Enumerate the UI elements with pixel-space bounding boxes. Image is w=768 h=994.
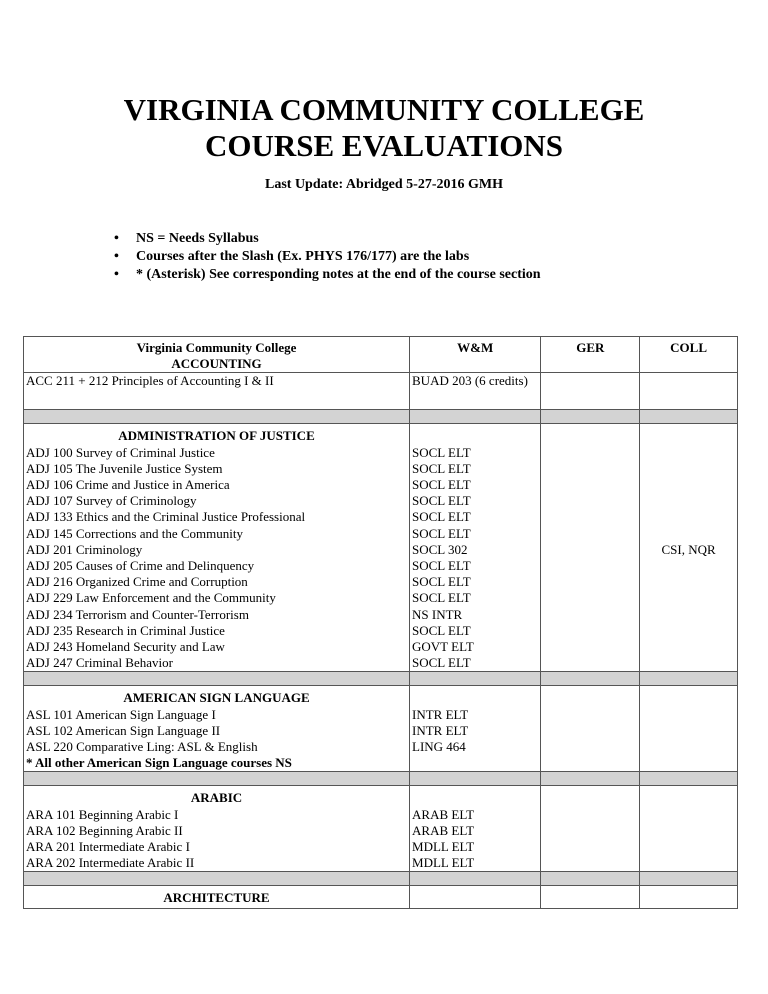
ger-cell — [541, 373, 640, 410]
wm-equivalent: INTR ELT — [412, 706, 469, 722]
section-divider-row — [24, 872, 738, 886]
wm-equivalent: GOVT ELT — [412, 639, 474, 655]
course-item: ADJ 107 Survey of Criminology — [26, 493, 197, 509]
table-row — [24, 786, 738, 872]
course-item: ADJ 105 The Juvenile Justice System — [26, 460, 223, 476]
course-item: ADJ 100 Survey of Criminal Justice — [26, 444, 215, 460]
wm-list-cell — [410, 424, 541, 672]
section-heading-accounting: ACCOUNTING — [171, 356, 262, 372]
course-cell: ACC 211 + 212 Principles of Accounting I & II — [24, 373, 410, 410]
course-item: ADJ 216 Organized Crime and Corruption — [26, 574, 248, 590]
coll-cell — [640, 686, 738, 772]
legend-item: • * (Asterisk) See corresponding notes at the end of the course section — [114, 266, 541, 284]
table-row — [24, 686, 738, 772]
wm-list-cell — [410, 786, 541, 872]
wm-equivalent: SOCL ELT — [412, 509, 471, 525]
course-list-cell — [24, 686, 410, 772]
ger-cell — [541, 686, 640, 772]
wm-equivalent: SOCL ELT — [412, 444, 471, 460]
section-divider-row — [24, 672, 738, 686]
legend-item: • Courses after the Slash (Ex. PHYS 176/177) are the labs — [114, 248, 541, 266]
wm-equivalent: MDLL ELT — [412, 855, 475, 871]
ger-column-header: GER — [541, 337, 640, 373]
ger-cell — [541, 786, 640, 872]
section-heading-architecture: ARCHITECTURE — [163, 890, 270, 906]
course-evaluation-table — [23, 336, 738, 909]
section-divider-row — [24, 772, 738, 786]
vcc-column-header: Virginia Community College — [136, 340, 297, 355]
course-item: ASL 101 American Sign Language I — [26, 706, 216, 722]
table-row — [24, 337, 738, 373]
wm-list-cell — [410, 686, 541, 772]
coll-list-cell — [640, 424, 738, 672]
course-item: ADJ 235 Research in Criminal Justice — [26, 622, 225, 638]
wm-equivalent: SOCL ELT — [412, 493, 471, 509]
last-update: Last Update: Abridged 5-27-2016 GMH — [265, 177, 503, 192]
wm-equivalent: LING 464 — [412, 739, 466, 755]
course-item: ADJ 201 Criminology — [26, 541, 143, 557]
wm-equivalent: SOCL ELT — [412, 558, 471, 574]
wm-equivalent: SOCL ELT — [412, 574, 471, 590]
course-item: ADJ 106 Crime and Justice in America — [26, 477, 230, 493]
course-item: ADJ 133 Ethics and the Criminal Justice Professional — [26, 509, 306, 525]
wm-column-header: W&M — [410, 337, 541, 373]
course-item: ARA 201 Intermediate Arabic I — [26, 839, 190, 855]
wm-equivalent: SOCL 302 — [412, 541, 468, 557]
table-row — [24, 886, 738, 909]
coll-designation: CSI, NQR — [661, 541, 716, 557]
wm-equivalent: SOCL ELT — [412, 525, 471, 541]
course-item: ADJ 145 Corrections and the Community — [26, 525, 244, 541]
course-item: ARA 202 Intermediate Arabic II — [26, 855, 195, 871]
course-item: ADJ 247 Criminal Behavior — [26, 655, 173, 671]
legend-item: • NS = Needs Syllabus — [114, 230, 541, 248]
coll-cell — [640, 886, 738, 909]
wm-equivalent: NS INTR — [412, 606, 463, 622]
legend-list — [114, 230, 541, 284]
table-row — [24, 373, 738, 410]
wm-equivalent: SOCL ELT — [412, 477, 471, 493]
course-list-cell — [24, 786, 410, 872]
section-heading-asl: AMERICAN SIGN LANGUAGE — [123, 690, 310, 706]
course-list-cell — [24, 886, 410, 909]
wm-equivalent: ARAB ELT — [412, 806, 475, 822]
course-item: ARA 101 Beginning Arabic I — [26, 806, 179, 822]
wm-equivalent: SOCL ELT — [412, 590, 471, 606]
document-title-line-1: VIRGINIA COMMUNITY COLLEGE — [123, 92, 645, 127]
coll-cell — [640, 373, 738, 410]
wm-equivalent: INTR ELT — [412, 722, 469, 738]
table-row — [24, 424, 738, 672]
coll-cell — [640, 786, 738, 872]
wm-equivalent: MDLL ELT — [412, 839, 475, 855]
course-list-cell — [24, 424, 410, 672]
course-item: ARA 102 Beginning Arabic II — [26, 822, 183, 838]
ger-cell — [541, 886, 640, 909]
wm-equivalent: SOCL ELT — [412, 460, 471, 476]
wm-equivalent: SOCL ELT — [412, 655, 471, 671]
course-item: ADJ 205 Causes of Crime and Delinquency — [26, 558, 255, 574]
vcc-header-cell — [24, 337, 410, 373]
wm-cell — [410, 886, 541, 909]
course-item: ADJ 229 Law Enforcement and the Community — [26, 590, 276, 606]
wm-cell: BUAD 203 (6 credits) — [410, 373, 541, 410]
section-heading-arabic: ARABIC — [190, 790, 243, 806]
section-divider-row — [24, 410, 738, 424]
document-title-line-2: COURSE EVALUATIONS — [204, 128, 564, 163]
section-heading-adj: ADMINISTRATION OF JUSTICE — [118, 428, 315, 444]
course-item: ASL 220 Comparative Ling: ASL & English — [26, 739, 258, 755]
wm-equivalent: SOCL ELT — [412, 622, 471, 638]
wm-equivalent: ARAB ELT — [412, 822, 475, 838]
course-item: ADJ 243 Homeland Security and Law — [26, 639, 225, 655]
section-note: * All other American Sign Language courses NS — [26, 755, 292, 771]
course-item: ADJ 234 Terrorism and Counter-Terrorism — [26, 606, 249, 622]
course-item: ASL 102 American Sign Language II — [26, 722, 221, 738]
coll-column-header: COLL — [640, 337, 738, 373]
ger-cell — [541, 424, 640, 672]
